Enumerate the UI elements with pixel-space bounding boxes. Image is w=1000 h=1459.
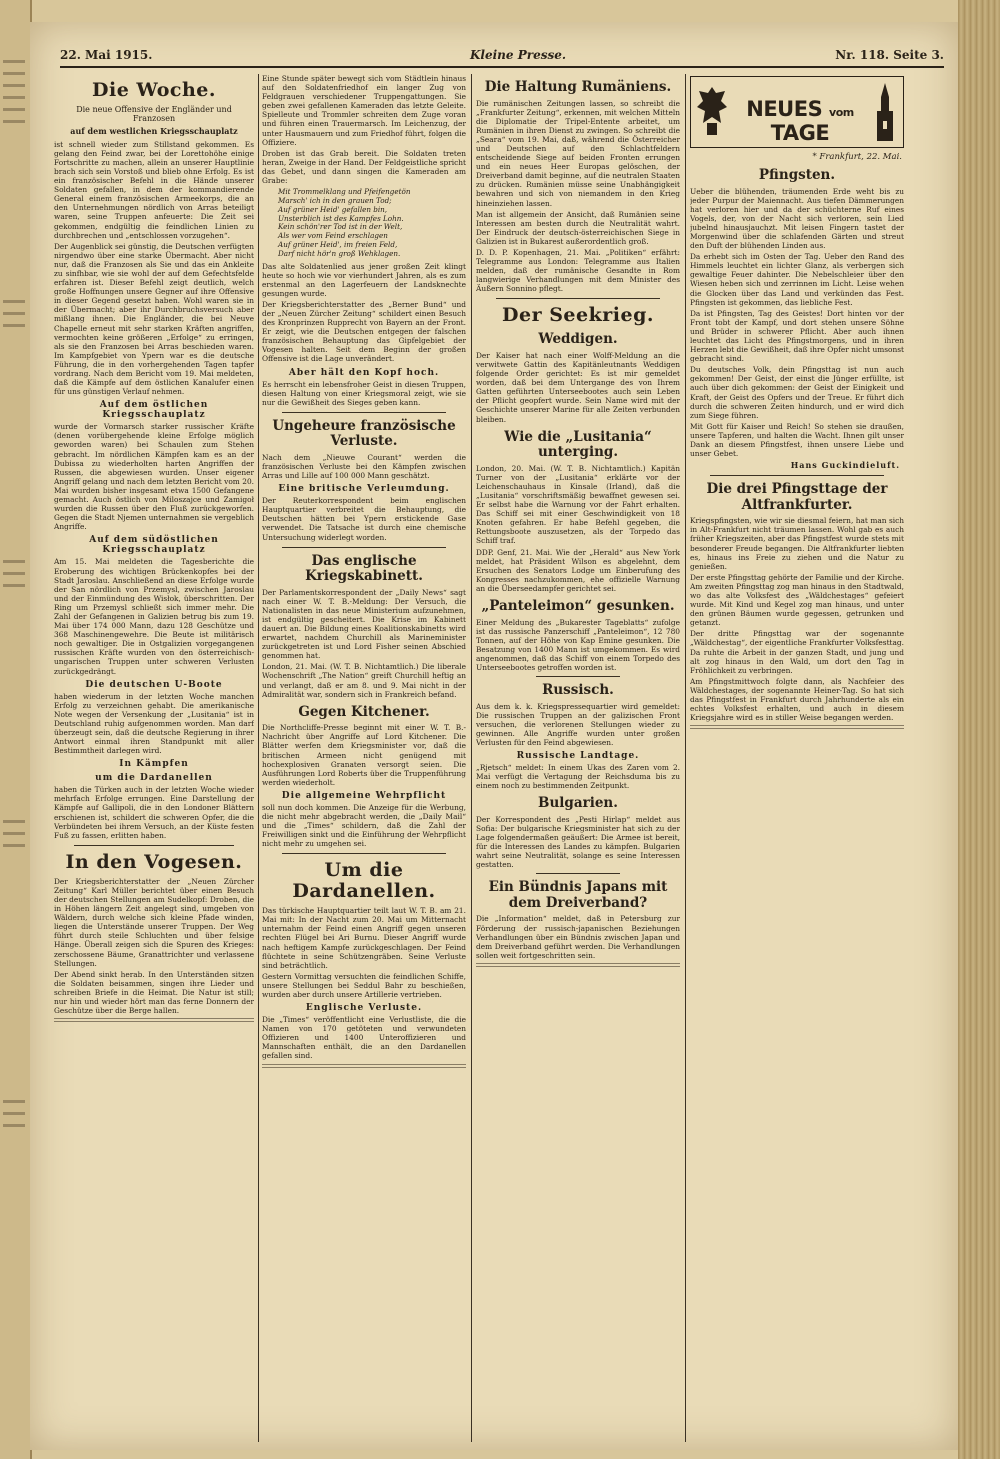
paragraph: DDP. Genf, 21. Mai. Wie der „Herald“ aus New York meldet, hat Präsident Wilson es abgelehnt, dem Ersuchen des Senators Lodge um Einberufung des Kongresses nachzukommen, ehe offizielle Warnung an die Überseedampfer gerichtet sei. <box>476 547 680 593</box>
paragraph: Der Kriegsberichterstatter des „Berner Bund“ und der „Neuen Zürcher Zeitung“ schildert einen Besuch des Kronprinzen Rupprecht von Bayern an der Front. Er zeigt, wie die Deutschen entgegen der falschen französischen Behauptung das Gipfelgebiet der Vogesen halten. Seit dem Beginn der großen Offensive ist die Lage unverändert. <box>262 299 466 364</box>
paragraph: Die „Times“ veröffentlicht eine Verlustliste, die die Namen von 170 getöteten und verwundeten Offizieren und 1400 Unteroffizieren und Mannschaften enthält, die an den Dardanellen gefallen sind. <box>262 1015 466 1061</box>
paragraph: Der erste Pfingsttag gehörte der Familie und der Kirche. Am zweiten Pfingsttag zog man hinaus in den Stadtwald, wo das alte Volksfest des „Wäldchestages“ gefeiert wurde. Mit Kind und Kegel zog man hinaus, und unter den grünen Bäumen wurde gegessen, getrunken und getanzt. <box>690 572 904 628</box>
paragraph: Das alte Soldatenlied aus jener großen Zeit klingt heute so hoch wie vor vierhundert Jahren, als es zum erstenmal an den Lagerfeuern der Landsknechte gesungen wurde. <box>262 261 466 298</box>
section-heading: Auf dem südöstlichen Kriegsschauplatz <box>89 535 219 556</box>
author-signature: Hans Guckindieluft. <box>790 460 900 471</box>
paragraph: Der Korrespondent des „Pesti Hirlap“ meldet aus Sofia: Der bulgarische Kriegsminister hat sich zu der Lage folgendermaßen geäußert: Die Armee ist bereit, für die Interessen des Landes zu kämpfen. Bulgarien wahrt seine Neutralität, solange es seine Interessen gestatten. <box>476 814 680 870</box>
paragraph: Einer Meldung des „Bukarester Tageblatts“ zufolge ist das russische Panzerschiff „Panteleimon“, 12 780 Tonnen, auf der Höhe von Kap Emine gesunken. Die Besatzung von 1400 Mann ist umgekommen. Es wird angenommen, daß das Schiff von einem Torpedo des Unterseebootes getroffen worden ist. <box>476 617 680 672</box>
eagle-icon <box>695 83 729 139</box>
article-title-lusitania: Wie die „Lusitania“ unterging. <box>504 428 652 461</box>
article-title-kitchener: Gegen Kitchener. <box>298 703 430 720</box>
paragraph: Der Reuterkorrespondent beim englischen Hauptquartier verbreitet die Behauptung, die Deutschen hätten bei Ypern erstickende Gase verwendet. Die Tatsache ist durch eine chemische Untersuchung widerlegt worden. <box>262 496 466 542</box>
section-heading: Auf dem östlichen Kriegsschauplatz <box>99 400 209 421</box>
article-title-die-woche: Die Woche. <box>92 79 216 101</box>
paragraph: Man ist allgemein der Ansicht, daß Rumänien seine Interessen am besten durch die Neutralität wahrt. Der Eindruck der deutsch-österreichischen Siege in Galizien ist in Bukarest außerordentlich groß. <box>476 209 680 246</box>
column-1 <box>54 74 254 1444</box>
masthead-title <box>731 97 869 145</box>
dateline: * Frankfurt, 22. Mai. <box>812 152 902 162</box>
divider <box>282 412 446 413</box>
article-title-vogesen: In den Vogesen. <box>65 850 243 873</box>
paragraph: Da ist Pfingsten, Tag des Geistes! Dort hinten vor der Front tobt der Kampf, und dort stehen unsere Söhne und Brüder in schwerer Pflicht. Aber auch ihnen leuchtet das Licht des Pfingstmorgens, und in ihren Herzen lebt die Gewißheit, daß ihre Opfer nicht umsonst gebracht sind. <box>690 308 904 364</box>
article-title-altfrankfurter: Die drei Pfingsttage der Altfrankfurter. <box>706 481 888 513</box>
column-2 <box>262 74 466 1444</box>
masthead-word: TAGE <box>770 121 830 145</box>
paragraph: Gestern Vormittag versuchten die feindlichen Schiffe, unsere Stellungen bei Seddul Bahr zu beschießen, wurden aber durch unsere Artillerie vertrieben. <box>262 971 466 1000</box>
paragraph: Der Kriegsberichterstatter der „Neuen Zürcher Zeitung“ Karl Müller berichtet über einen Besuch der deutschen Stellungen am Sudelkopf: Droben, die in Höhen längern Zeit angelegt sind, umgeben von Wäldern, durch welche sich kleine Pfade winden, liegen die Unterstände unserer Truppen. Der Weg führt durch steile Schluchten und über felsige Hänge. Überall zeigen sich die Spuren des Krieges: zerschossene Bäume, Granattrichter und verlassene Stellungen. <box>54 876 254 968</box>
header-date: 22. Mai 1915. <box>60 48 153 62</box>
paragraph: „Rjetsch“ meldet: In einem Ukas des Zaren vom 2. Mai verfügt die Vertagung der Reichsduma bis zu einem noch zu bestimmenden Zeitpunkt. <box>476 763 680 791</box>
column-rule <box>685 74 686 1442</box>
section-heading: auf dem westlichen Kriegsschauplatz <box>70 126 238 137</box>
article-title-pfingsten: Pfingsten. <box>758 167 836 183</box>
column-4 <box>690 74 904 1444</box>
paragraph: ist schnell wieder zum Stillstand gekommen. Es gelang den Feind zwar, bei der Lorettohöhe einige Fortschritte zu machen, allein an unserer Hauptlinie brach sich sein Vorstoß und blieb ohne Erfolg. Es ist ein französischer Befehl in die Hände unserer Soldaten gefallen, in dem der kommandierende General einem französischen Armeekorps, die an den Unternehmungen nördlich von Arras beteiligt waren, seine Truppen anfeuerte: Die Zeit sei gekommen, endgültig die feindlichen Linien zu durchbrechen und „entschlossen vorzugehen“. <box>54 139 254 240</box>
paragraph: London, 20. Mai. (W. T. B. Nichtamtlich.) Kapitän Turner von der „Lusitania“ erklärte vor der Leichenschauhaus in Kinsale (Irland), daß die „Lusitania“ vorschriftsmäßig bewaffnet gewesen sei. Er selbst habe die Warnung vor der Fahrt erhalten. Das Schiff sei mit einer Geschwindigkeit von 18 Knoten gefahren. Er habe Befehl gegeben, die Rettungsboote auszusetzen, als der Torpedo das Schiff traf. <box>476 463 680 546</box>
article-title-dardanellen: Um die Dardanellen. <box>292 859 436 903</box>
paragraph: Der Parlamentskorrespondent der „Daily News“ sagt nach einer W. T. B.-Meldung: Der Versuch, die Nationalisten in das neue Ministerium aufzunehmen, ist endgültig gescheitert. Die Krise im Kabinett dauert an. Die Bildung eines Koalitionskabinetts wird erwartet, nachdem Churchill als Marineminister zurückgetreten ist und Lord Fisher seinen Abschied genommen hat. <box>262 587 466 661</box>
divider <box>710 475 884 476</box>
section-heading: um die Dardanellen <box>95 773 213 784</box>
adjacent-page-strip <box>0 0 32 1459</box>
paragraph: Der Abend sinkt herab. In den Unterständen sitzen die Soldaten beisammen, singen ihre Lieder und schreiben Briefe in die Heimat. Die Natur ist still; nur hin und wieder hört man das ferne Donnern der Geschütze über die Berge hallen. <box>54 969 254 1016</box>
article-title-rumaenien: Die Haltung Rumäniens. <box>484 79 672 95</box>
paragraph: Es herrscht ein lebensfroher Geist in diesen Truppen, diesen Haltung von einer Kriegsmoral zeigt, wie sie nur die Gewißheit des Sieges geben kann. <box>262 379 466 407</box>
section-heading: Die allgemeine Wehrpflicht <box>281 790 447 801</box>
paragraph: haben wiederum in der letzten Woche manchen Erfolg zu verzeichnen gehabt. Die amerikanische Note wegen der Versenkung der „Lusitania“ ist in Deutschland ruhig aufgenommen worden. Man darf überzeugt sein, daß die deutsche Regierung in ihrer Antwort einmal ihren Standpunkt mit aller Bestimmtheit darlegen wird. <box>54 691 254 756</box>
section-heading: In Kämpfen <box>119 759 189 770</box>
poem-verse: Mit Trommelklang und Pfeifengetön Marsch' ich in den grauen Tod; Auf grüner Heid' gefallen bin, Unsterblich ist des Kampfes Lohn. Kein schön'rer Tod ist in der Welt, Als wer vom Feind erschlagen Auf grüner Heid', im freien Feld, Darf nicht hör'n groß Wehklagen. <box>278 187 411 258</box>
paragraph: Das türkische Hauptquartier teilt laut W. T. B. am 21. Mai mit: In der Nacht zum 20. Mai um Mitternacht unternahm der Feind einen Angriff gegen unseren rechten Flügel bei Ari Burnu. Dieser Angriff wurde nach heftigem Kampfe zurückgeschlagen. Der Feind flüchtete in seine Schützengräben. Seine Verluste sind beträchtlich. <box>262 906 466 970</box>
text-filler <box>476 963 680 969</box>
article-title-russisch: Russisch. <box>542 682 614 699</box>
paragraph: Am 15. Mai meldeten die Tagesberichte die Eroberung des wichtigen Brückenkopfes bei der Stadt Jaroslau. Anschließend an diese Erfolge wurde der San nördlich von Przemysl, zwischen Jaroslau und der Einmündung des Wisłok, überschritten. Der Ring um Przemysl schließt sich immer mehr. Die Zahl der Gefangenen in Galizien betrug bis zum 19. Mai über 174 000 Mann, dazu 128 Geschütze und 368 Maschinengewehre. Die Beute ist militärisch noch gewaltiger. Die in Ostgalizien vorgegangenen russischen Kräfte wurden von den österreichisch-ungarischen Truppen unter schweren Verlusten zurückgedrängt. <box>54 557 254 676</box>
article-title-seekrieg: Der Seekrieg. <box>502 304 654 327</box>
text-filler <box>690 725 904 731</box>
header-page-number: Nr. 118. Seite 3. <box>835 48 944 62</box>
article-title-bulgarien: Bulgarien. <box>538 795 618 812</box>
paragraph: Der Augenblick sei günstig, die Deutschen verfügten nirgendwo über eine starke Übermacht. Aber nicht nur, daß die Franzosen als Sie und das ein Ankleite zu sinfhbar, wie sie wohl der auf dem Gefechtsfelde erfahren ist. Dieser Befehl zeigt deutlich, welch große Hoffnungen unsere Gegner auf ihre Offensive in dieser Gegend gesetzt haben. Wohl waren sie in der Übermacht; aber ihr Durchbruchsversuch aber mißlang ihnen. Die Engländer, die bei Neuve Chapelle erneut mit sehr starken Kräften angriffen, vermochten keine größeren „Erfolge“ zu erringen, als sie den Franzosen bei Arras beschieden waren. Im Kampfgebiet von Ypern war es die deutsche Führung, die in den vorhergehenden Tagen tapfer vordrang. Nach dem Bericht vom 19. Mai meldeten, daß die Kämpfe auf dem östlichen Kanalufer einen für uns günstigen Verlauf nehmen. <box>54 241 254 397</box>
masthead-small-word: vom <box>829 106 854 119</box>
paragraph: D. D. P. Kopenhagen, 21. Mai. „Politiken“ erfährt: Telegramme aus London: Telegramme aus Italien melden, daß der rumänische Gesandte in Rom langwierige Verhandlungen mit dem Minister des Äußern Sonnino pflegt. <box>476 248 680 294</box>
divider <box>282 853 446 854</box>
paragraph: Mit Gott für Kaiser und Reich! So stehen sie draußen, unsere Tapferen, und halten die Wacht. Ihnen gilt unser Dank an diesem Pfingstfest, ihnen unsere Liebe und unser Gebet. <box>690 421 904 459</box>
paragraph: Der Kaiser hat nach einer Wolff-Meldung an die verwitwete Gattin des Kapitänleutnants Weddigen folgende Order gerichtet: Es ist mir gemeldet worden, daß bei dem Untergange des von Ihrem Gatten geführten Unterseebootes auch sein Leben der Pflicht geopfert wurde. Sein Name wird mit der Geschichte unserer Marine für alle Zeiten verbunden bleiben. <box>476 350 680 424</box>
column-rule <box>258 74 259 1442</box>
section-heading: Russische Landtage. <box>516 751 640 762</box>
section-heading: Englische Verluste. <box>305 1003 423 1014</box>
column-3 <box>476 74 680 1444</box>
newspaper-page <box>30 22 958 1450</box>
divider <box>74 845 234 846</box>
paragraph: soll nun doch kommen. Die Anzeige für die Werbung, die nicht mehr abgebracht werden, die „Daily Mail“ und die „Times“ schildern, daß die Zahl der Freiwilligen sinkt und die Einführung der Wehrpflicht nicht mehr zu umgehen sei. <box>262 802 466 849</box>
article-title-panteleimon: „Panteleimon“ gesunken. <box>481 597 675 614</box>
masthead-neues-vom-tage <box>690 76 904 148</box>
paragraph: Die „Information“ meldet, daß in Petersburg zur Förderung der russisch-japanischen Beziehungen Verhandlungen über ein Bündnis zwischen Japan und dem Dreiverband geführt werden. Die Verhandlungen sollen weit fortgeschritten sein. <box>476 914 680 960</box>
header-paper-name: Kleine Presse. <box>470 48 567 62</box>
text-filler <box>262 1064 466 1070</box>
divider <box>536 873 620 874</box>
paragraph: Ueber die blühenden, träumenden Erde weht bis zu jeder Purpur der Maiennacht. Aus tiefen Dämmerungen hat verloren hier und da der schüchterne Ruf eines Vogels, der, von der Nacht sich verloren, sein Lied jubelnd hinausjauchzt. Mit leisen Fingern tastet der Morgenwind über die schlafenden Gärten und streut den Duft der blühenden Linden aus. <box>690 186 904 251</box>
text-filler <box>54 1018 254 1024</box>
paragraph: Da erhebt sich im Osten der Tag. Ueber den Rand des Himmels leuchtet ein lichter Glanz, als verbergen sich gewaltige Feuer dahinter. Die Nebelschleier über den Wiesen heben sich und zerrinnen im Licht. Leise wehen die Glocken über das Land und verkünden das Fest. Pfingsten ist gekommen, das liebliche Fest. <box>690 252 904 307</box>
divider <box>282 547 446 548</box>
article-title-japan: Ein Bündnis Japans mit dem Dreiverband? <box>488 879 668 911</box>
article-title-kriegskabinett: Das englische Kriegskabinett. <box>305 552 423 585</box>
paragraph: Du deutsches Volk, dein Pfingsttag ist nun auch gekommen! Der Geist, der einst die Jünger erfüllte, ist auch über dich gekommen: der Geist der Einigkeit und Kraft, der Geist des Opfers und der Treue. Er führt dich durch die schweren Zeiten hindurch, und er wird dich zum Siege führen. <box>690 365 904 420</box>
cathedral-tower-icon <box>871 81 899 143</box>
column-rule <box>471 74 472 1442</box>
paragraph: wurde der Vormarsch starker russischer Kräfte (denen vorübergehende kleine Erfolge möglich geworden waren) bei Schaulen zum Stehen gebracht. Im nördlichen Kämpfen kam es an der Dubissa zu wiederholten harten Angriffen der Russen, die abgewiesen wurden. Unser eigener Angriff gelang und nach dem letzten Bericht vom 20. Mai wurden bisher insgesamt etwa 1500 Gefangene gemacht. Auch östlich von Miloszajce und Zamigoł wurden die Russen über den Fluß zurückgeworfen. Gegen die Stadt Njemen unternahmen sie vergeblich Angriffe. <box>54 422 254 532</box>
paragraph: Kriegspfingsten, wie wir sie diesmal feiern, hat man sich in Alt-Frankfurt nicht träumen lassen. Wohl gab es auch früher Kriegszeiten, aber das Pfingstfest wurde stets mit besonderer Freude begangen. Die Altfrankfurter liebten es, hinaus ins Freie zu ziehen und die Natur zu genießen. <box>690 516 904 571</box>
masthead-word: NEUES <box>746 97 823 121</box>
paragraph: Die rumänischen Zeitungen lassen, so schreibt die „Frankfurter Zeitung“, erkennen, mit welchen Mitteln die Diplomatie der Tripel-Entente arbeitet, um Rumänien in ihren Dienst zu zwingen. So schreibt die „Seara“ vom 19. Mai, daß, während die Österreicher und Deutschen auf den Schlachtfeldern entscheidende Siege auf beiden Fronten errungen und ein neues Heer Europas gelöschen, der Dreiverband damit beginne, auf die neutralen Staaten zu drücken. Rumänien müsse seine Unabhängigkeit bewahren und sich von niemandem in den Krieg hineinziehen lassen. <box>476 98 680 208</box>
paragraph: Eine Stunde später bewegt sich vom Städtlein hinaus auf den Soldatenfriedhof ein langer Zug von Feldgrauen verschiedener Truppengattungen. Sie geben zwei gefallenen Kameraden das letzte Geleite. Spielleute und Trommler schreiten dem Zuge voran und führen einen Trauermarsch. Im Leichenzug, der unter Hausmauern und zum Friedhof führt, folgen die Offiziere. <box>262 74 466 147</box>
paragraph: haben die Türken auch in der letzten Woche wieder mehrfach Erfolge errungen. Eine Darstellung der Kämpfe auf Gallipoli, die in den Londoner Blättern erschienen ist, schildert die schweren Opfer, die die Verbündeten bei ihrem Versuch, an der Küste festen Fuß zu fassen, erlitten haben. <box>54 785 254 840</box>
paragraph: London, 21. Mai. (W. T. B. Nichtamtlich.) Die liberale Wochenschrift „The Nation“ greift Churchill heftig an und verlangt, daß er am 8. und 9. Mai nicht in der Admiralität war, sondern sich in Frankreich befand. <box>262 662 466 699</box>
divider <box>536 676 620 677</box>
section-heading: Eine britische Verleumdung. <box>278 484 450 495</box>
page-edge-stack <box>958 0 1000 1459</box>
section-heading: Die deutschen U-Boote <box>85 679 223 690</box>
paragraph: Nach dem „Nieuwe Courant“ werden die französischen Verluste bei den Kämpfen zwischen Arras und Lille auf 100 000 Mann geschätzt. <box>262 452 466 481</box>
paragraph: Am Pfingstmittwoch folgte dann, als Nachfeier des Wäldchestages, der sogenannte Heiner-Tag. So hat sich das Pfingstfest in Frankfurt durch Jahrhunderte als ein echtes Volksfest erhalten, und auch in diesem Kriegsjahre wird es in stiller Weise begangen werden. <box>690 676 904 723</box>
paragraph: Aus dem k. k. Kriegspressequartier wird gemeldet: Die russischen Truppen an der galizischen Front versuchen, die verlorenen Stellungen wieder zu gewinnen. Alle Angriffe wurden unter großen Verlusten für den Feind abgewiesen. <box>476 701 680 747</box>
article-subtitle-weddigen: Weddigen. <box>538 331 618 348</box>
paragraph: Der dritte Pfingsttag war der sogenannte „Wäldchestag“, der eigentliche Frankfurter Volksfesttag. Da ruhte die Arbeit in der ganzen Stadt, und jung und alt zog hinaus in den Wald, um dort den Tag in Fröhlichkeit zu verbringen. <box>690 629 904 675</box>
paragraph: Die Northcliffe-Presse beginnt mit einer W. T. B.-Nachricht über Angriffe auf Lord Kitchener. Die Blätter werfen dem Kriegsminister vor, daß die britischen Armeen nicht genügend mit hochexplosiven Granaten versorgt seien. Die Ausführungen Lord Roberts über die Truppenführung werden wiederholt. <box>262 723 466 787</box>
article-subtitle: Die neue Offensive der Engländer und Franzosen <box>76 104 232 124</box>
paragraph: Droben ist das Grab bereit. Die Soldaten treten heran, Zweige in der Hand. Der Feldgeistliche spricht das Gebet, und dann singen die Kameraden am Grabe: <box>262 148 466 186</box>
section-heading: Aber hält den Kopf hoch. <box>288 367 440 378</box>
article-title-verluste: Ungeheure französische Verluste. <box>272 417 456 450</box>
divider <box>496 298 660 299</box>
page-header <box>60 46 944 68</box>
